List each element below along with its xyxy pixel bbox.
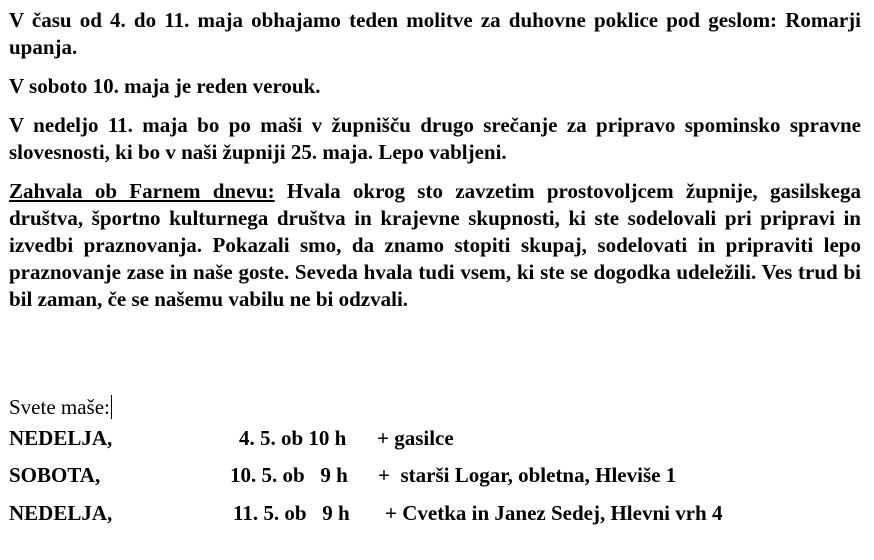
thanks-body: Hvala okrog sto zavzetim prostovoljcem župnije, gasilskega društva, športno kulturnega društva in krajevne skupnosti, ki ste sodelovali pri pripravi in izvedbi praznovanja. Pokazali smo, da znamo stopiti skupaj, sodelovati in pripraviti lepo praznovanje zase in naše goste. Seveda hvala tudi vsem, ki ste se dogodka udeležili. Ves trud bi bil zaman, če se našemu vabilu ne bi odzvali.	[9, 179, 861, 311]
mass-intention: + gasilce	[377, 426, 454, 450]
document-body	[9, 7, 861, 325]
announcement-prayer-week: V času od 4. do 11. maja obhajamo teden molitve za duhovne poklice pod geslom: Romarji upanja.	[9, 8, 861, 59]
mass-day: SOBOTA,	[9, 463, 101, 487]
text-cursor	[111, 395, 112, 419]
mass-intention: + Cvetka in Janez Sedej, Hlevni vrh 4	[385, 501, 723, 525]
mass-date: 4. 5. ob 10 h	[239, 426, 347, 450]
mass-intention: + starši Logar, obletna, Hleviše 1	[378, 463, 677, 487]
mass-date: 10. 5. ob 9 h	[230, 463, 348, 487]
announcement-catechism: V soboto 10. maja je reden verouk.	[9, 74, 321, 98]
masses-title: Svete maše:	[9, 395, 110, 419]
thanks-paragraph	[9, 178, 861, 313]
announcement-meeting: V nedeljo 11. maja bo po maši v župnišču drugo srečanje za pripravo spominsko spravne slovesnosti, ki bo v naši župniji 25. maja. Lepo vabljeni.	[9, 113, 861, 164]
mass-date: 11. 5. ob 9 h	[233, 501, 350, 525]
mass-day: NEDELJA,	[9, 501, 113, 525]
thanks-heading: Zahvala ob Farnem dnevu:	[9, 179, 275, 203]
masses-section[interactable]	[9, 394, 112, 421]
mass-day: NEDELJA,	[9, 426, 113, 450]
